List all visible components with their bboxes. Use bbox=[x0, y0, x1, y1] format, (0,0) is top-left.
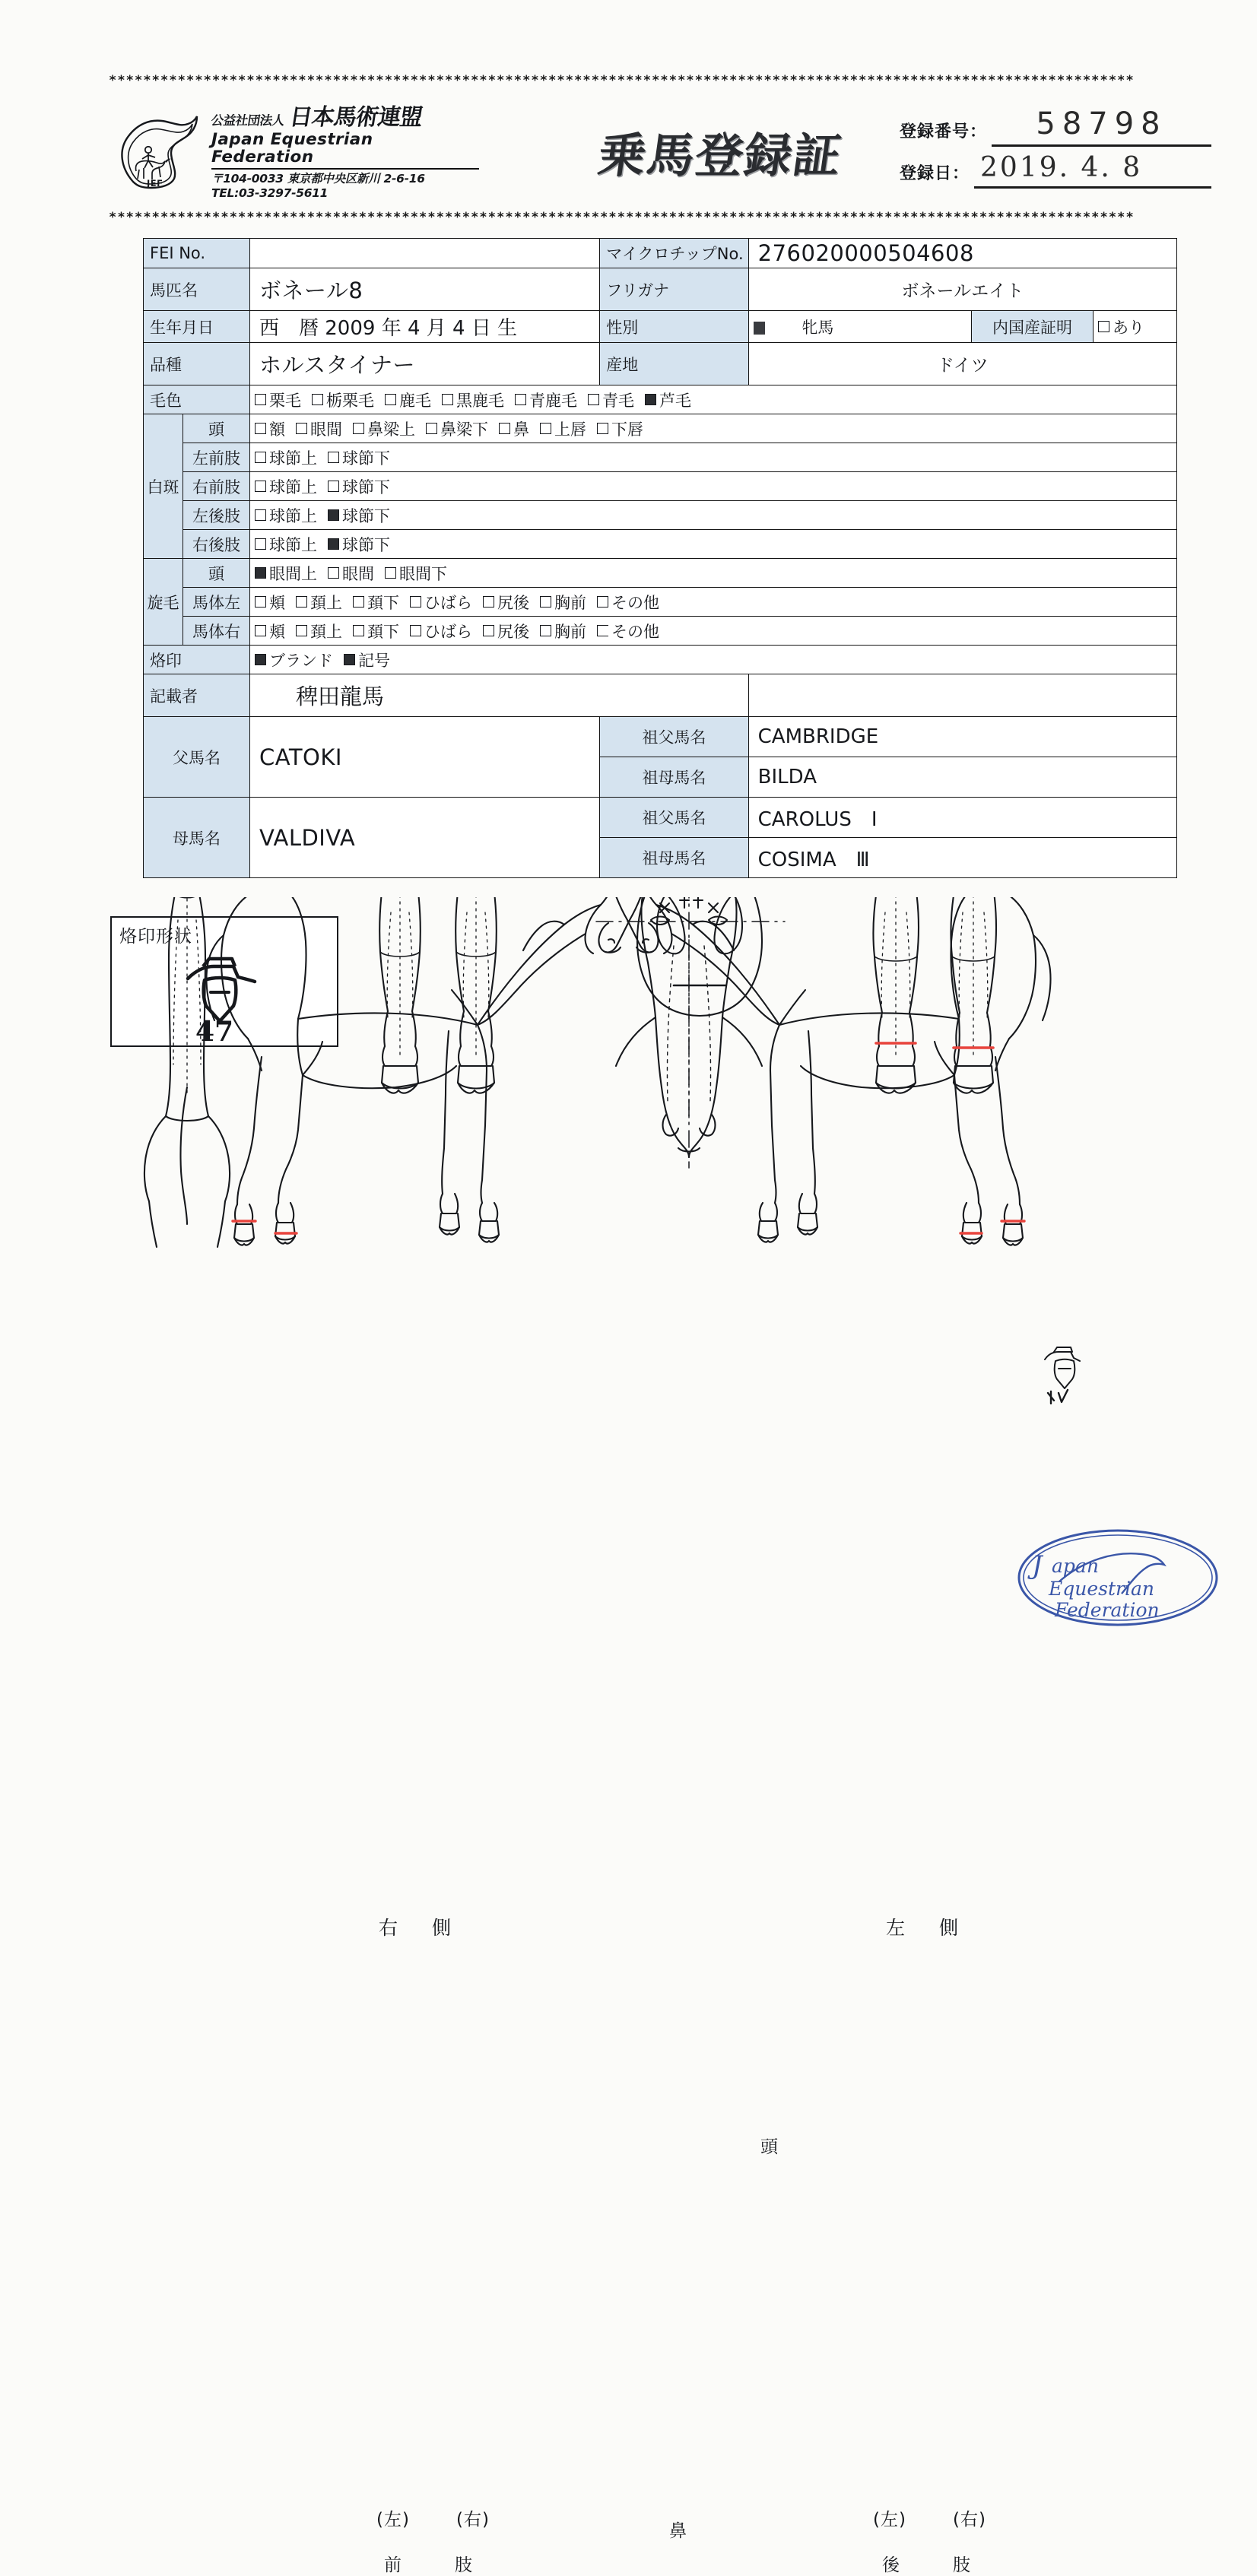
white-right-hind-checkbox-1[interactable] bbox=[328, 538, 339, 550]
white-left-fore-checkbox-1[interactable] bbox=[328, 452, 339, 463]
coat-color-checkbox-5[interactable] bbox=[588, 394, 599, 405]
whorl-body-left-option-3[interactable] bbox=[410, 591, 472, 614]
whorl-body-right-checkbox-5[interactable] bbox=[540, 625, 551, 636]
label-left-side: 左 側 bbox=[886, 1917, 967, 1939]
stamp-line1-text: apan bbox=[1052, 1555, 1099, 1577]
white-left-fore-option-0[interactable] bbox=[255, 446, 317, 469]
label-fore-left: (左) bbox=[376, 2510, 410, 2530]
whorl-head-option-2[interactable] bbox=[385, 562, 447, 585]
domestic-proof-option[interactable] bbox=[1094, 311, 1177, 343]
whorl-body-right-label-2: 頚下 bbox=[367, 622, 399, 641]
dam-sire-value: CAROLUS Ⅰ bbox=[748, 798, 1176, 838]
stamp-line2: Equestrian bbox=[1049, 1578, 1154, 1600]
sex-label: 性別 bbox=[600, 311, 748, 343]
whorl-row-options-2 bbox=[250, 617, 1177, 646]
brand-option-0[interactable] bbox=[255, 649, 333, 671]
whorl-body-left-option-0[interactable] bbox=[255, 591, 285, 614]
furigana-value: ボネールエイト bbox=[748, 268, 1176, 311]
whorl-row-options-0 bbox=[250, 559, 1177, 588]
white-row-label-4: 右後肢 bbox=[183, 530, 250, 559]
white-right-hind-option-1[interactable] bbox=[328, 533, 390, 556]
white-head-label-2: 鼻梁上 bbox=[367, 420, 415, 439]
registration-number-row bbox=[900, 106, 1211, 147]
white-head-label-1: 眼間 bbox=[310, 420, 342, 439]
coat-color-label-1: 栃栗毛 bbox=[326, 391, 374, 410]
white-head-checkbox-2[interactable] bbox=[353, 423, 364, 434]
dam-sire-label: 祖父馬名 bbox=[600, 798, 748, 838]
white-head-checkbox-3[interactable] bbox=[426, 423, 437, 434]
white-head-checkbox-6[interactable] bbox=[597, 423, 608, 434]
brand-shape-title: 烙印形状 bbox=[119, 927, 192, 947]
whorl-body-right-checkbox-4[interactable] bbox=[483, 625, 494, 636]
org-telephone: TEL:03-3297-5611 bbox=[211, 186, 329, 200]
horse-left-side-view bbox=[603, 897, 1051, 1245]
birth-date-value: 西 暦 2009 年 4 月 4 日 生 bbox=[250, 311, 600, 343]
coat-color-label: 毛色 bbox=[144, 385, 250, 414]
registration-number-value: 58798 bbox=[1036, 106, 1167, 141]
origin-value: ドイツ bbox=[748, 343, 1176, 385]
white-left-hind-checkbox-1[interactable] bbox=[328, 509, 339, 521]
whorl-body-left-label-2: 頚下 bbox=[367, 593, 399, 612]
white-right-fore-option-0[interactable] bbox=[255, 475, 317, 498]
coat-color-label-4: 青鹿毛 bbox=[529, 391, 577, 410]
furigana-label: フリガナ bbox=[600, 268, 748, 311]
whorl-label: 旋毛 bbox=[144, 559, 183, 646]
horse-details-table bbox=[143, 238, 1177, 878]
whorl-body-left-label-1: 頚上 bbox=[310, 593, 342, 612]
whorl-body-left-option-5[interactable] bbox=[540, 591, 586, 614]
jef-logo-icon bbox=[116, 109, 202, 192]
sire-label: 父馬名 bbox=[144, 717, 250, 798]
coat-color-checkbox-6[interactable] bbox=[645, 394, 656, 405]
whorl-body-left-label-4: 尻後 bbox=[497, 593, 529, 612]
table-row-white-lf bbox=[144, 443, 1177, 472]
muzzle-front-view bbox=[637, 897, 762, 1016]
whorl-head-label-0: 眼間上 bbox=[269, 564, 317, 583]
white-head-label-0: 額 bbox=[269, 420, 285, 439]
registration-info-block bbox=[900, 106, 1211, 195]
table-row-fei bbox=[144, 239, 1177, 268]
whorl-body-left-label-3: ひばら bbox=[424, 593, 472, 612]
white-row-options-0 bbox=[250, 414, 1177, 443]
sire-dam-value: BILDA bbox=[748, 757, 1176, 798]
whorl-body-right-label-5: 胸前 bbox=[554, 622, 586, 641]
whorl-row-label-0: 頭 bbox=[183, 559, 250, 588]
horse-head-front-view bbox=[596, 897, 785, 1168]
whorl-head-option-0[interactable] bbox=[255, 562, 317, 585]
horse-name-value: ボネール8 bbox=[250, 268, 600, 311]
white-row-label-1: 左前肢 bbox=[183, 443, 250, 472]
dam-dam-label: 祖母馬名 bbox=[600, 838, 748, 878]
white-row-options-3 bbox=[250, 501, 1177, 530]
registration-date-row bbox=[900, 154, 1211, 189]
decorative-star-rule-top: *********************************************************************************************************************** bbox=[109, 75, 1135, 87]
whorl-body-left-checkbox-2[interactable] bbox=[353, 596, 364, 608]
white-head-checkbox-1[interactable] bbox=[296, 423, 307, 434]
sire-dam-label: 祖母馬名 bbox=[600, 757, 748, 798]
whorl-body-left-option-1[interactable] bbox=[296, 591, 342, 614]
coat-color-option-2[interactable] bbox=[385, 389, 431, 411]
brand-option-1[interactable] bbox=[344, 649, 390, 671]
coat-color-checkbox-3[interactable] bbox=[442, 394, 453, 405]
whorl-body-left-checkbox-6[interactable] bbox=[597, 596, 608, 608]
white-left-hind-label-1: 球節下 bbox=[342, 506, 390, 525]
coat-color-label-0: 栗毛 bbox=[269, 391, 301, 410]
dam-label: 母馬名 bbox=[144, 798, 250, 878]
coat-color-option-1[interactable] bbox=[312, 389, 374, 411]
hindlimb-pair-view bbox=[873, 897, 996, 1093]
whorl-body-left-checkbox-4[interactable] bbox=[483, 596, 494, 608]
white-right-hind-checkbox-0[interactable] bbox=[255, 538, 266, 550]
whorl-body-right-option-1[interactable] bbox=[296, 620, 342, 642]
label-fore-limb: 前 肢 bbox=[384, 2555, 478, 2575]
whorl-head-checkbox-1[interactable] bbox=[328, 567, 339, 579]
brand-checkbox-1[interactable] bbox=[344, 654, 355, 665]
whorl-head-label-2: 眼間下 bbox=[399, 564, 447, 583]
white-row-options-1 bbox=[250, 443, 1177, 472]
document-header bbox=[109, 95, 1210, 205]
org-prefix: 公益社団法人 bbox=[210, 113, 286, 128]
coat-color-option-4[interactable] bbox=[515, 389, 577, 411]
white-left-hind-option-0[interactable] bbox=[255, 504, 317, 527]
whorl-body-right-label-6: その他 bbox=[611, 622, 659, 641]
whorl-body-right-checkbox-3[interactable] bbox=[410, 625, 421, 636]
label-fore-right: (右) bbox=[456, 2510, 490, 2530]
white-right-fore-checkbox-0[interactable] bbox=[255, 481, 266, 492]
white-left-fore-checkbox-0[interactable] bbox=[255, 452, 266, 463]
table-row-whorl-head bbox=[144, 559, 1177, 588]
coat-color-options bbox=[250, 385, 1177, 414]
white-left-hind-option-1[interactable] bbox=[328, 504, 390, 527]
registration-date-label: 登録日： bbox=[900, 164, 970, 183]
table-row-white-head bbox=[144, 414, 1177, 443]
horse-name-label: 馬匹名 bbox=[144, 268, 250, 311]
decorative-star-rule-bottom: *********************************************************************************************************************** bbox=[109, 211, 1135, 224]
table-row-dam-sire bbox=[144, 798, 1177, 838]
table-row-white-lh bbox=[144, 501, 1177, 530]
birth-date-label: 生年月日 bbox=[144, 311, 250, 343]
brand-label-1: 記号 bbox=[358, 651, 390, 670]
coat-color-checkbox-2[interactable] bbox=[385, 394, 396, 405]
white-left-fore-label-1: 球節下 bbox=[342, 449, 390, 468]
whorl-body-left-option-4[interactable] bbox=[483, 591, 529, 614]
white-row-label-2: 右前肢 bbox=[183, 472, 250, 501]
white-row-label-3: 左後肢 bbox=[183, 501, 250, 530]
recorder-label: 記載者 bbox=[144, 674, 250, 717]
coat-color-checkbox-0[interactable] bbox=[255, 394, 266, 405]
white-head-option-0[interactable] bbox=[255, 417, 285, 440]
coat-color-option-3[interactable] bbox=[442, 389, 504, 411]
brand-mark-on-horse bbox=[1045, 1347, 1080, 1404]
whorl-head-option-1[interactable] bbox=[328, 562, 374, 585]
white-left-hind-checkbox-0[interactable] bbox=[255, 509, 266, 521]
sex-value-cell bbox=[748, 311, 971, 343]
whorl-body-right-label-1: 頚上 bbox=[310, 622, 342, 641]
table-row-horse-name bbox=[144, 268, 1177, 311]
white-head-label-3: 鼻梁下 bbox=[440, 420, 488, 439]
label-head: 頭 bbox=[760, 2137, 779, 2157]
white-head-checkbox-0[interactable] bbox=[255, 423, 266, 434]
domestic-proof-checkbox[interactable] bbox=[1098, 321, 1109, 332]
coat-color-option-6[interactable] bbox=[645, 389, 691, 411]
organization-block bbox=[211, 106, 485, 201]
coat-color-label-5: 青毛 bbox=[602, 391, 634, 410]
registration-number-field bbox=[992, 106, 1211, 147]
white-head-option-1[interactable] bbox=[296, 417, 342, 440]
white-row-options-2 bbox=[250, 472, 1177, 501]
stamp-line1: J bbox=[1032, 1550, 1043, 1581]
domestic-proof-option-label: あり bbox=[1113, 318, 1144, 337]
whorl-head-checkbox-0[interactable] bbox=[255, 567, 266, 579]
white-row-label-0: 頭 bbox=[183, 414, 250, 443]
sire-sire-value: CAMBRIDGE bbox=[748, 717, 1176, 757]
whorl-body-left-label-6: その他 bbox=[611, 593, 659, 612]
white-left-fore-option-1[interactable] bbox=[328, 446, 390, 469]
sire-sire-label: 祖父馬名 bbox=[600, 717, 748, 757]
white-head-option-3[interactable] bbox=[426, 417, 488, 440]
whorl-head-label-1: 眼間 bbox=[342, 564, 374, 583]
recorder-value: 稗田龍馬 bbox=[250, 674, 749, 717]
recorder-blank bbox=[748, 674, 1176, 717]
org-address: 〒104-0033 東京都中央区新川 2-6-16 bbox=[211, 171, 425, 186]
white-head-checkbox-4[interactable] bbox=[499, 423, 510, 434]
white-right-hind-option-0[interactable] bbox=[255, 533, 317, 556]
microchip-label: マイクロチップNo. bbox=[600, 239, 748, 268]
white-head-checkbox-5[interactable] bbox=[540, 423, 551, 434]
white-right-hind-label-1: 球節下 bbox=[342, 535, 390, 554]
white-right-fore-checkbox-1[interactable] bbox=[328, 481, 339, 492]
whorl-body-right-label-3: ひばら bbox=[424, 622, 472, 641]
whorl-body-right-option-0[interactable] bbox=[255, 620, 285, 642]
fei-no-label: FEI No. bbox=[144, 239, 250, 268]
whorl-body-left-option-6[interactable] bbox=[597, 591, 659, 614]
whorl-body-right-checkbox-6[interactable] bbox=[597, 625, 608, 636]
stamp-line3: Federation bbox=[1055, 1599, 1160, 1621]
coat-color-checkbox-4[interactable] bbox=[515, 394, 526, 405]
white-head-option-4[interactable] bbox=[499, 417, 529, 440]
registration-date-value: 2019. 4. 8 bbox=[980, 152, 1143, 183]
breed-value: ホルスタイナー bbox=[250, 343, 600, 385]
label-hind-right: (右) bbox=[953, 2510, 986, 2530]
white-right-fore-option-1[interactable] bbox=[328, 475, 390, 498]
whorl-body-left-label-0: 頬 bbox=[269, 593, 285, 612]
breed-label: 品種 bbox=[144, 343, 250, 385]
whorl-body-left-checkbox-0[interactable] bbox=[255, 596, 266, 608]
sex-value: 牝馬 bbox=[801, 318, 834, 337]
table-row-brand bbox=[144, 646, 1177, 674]
jef-official-stamp bbox=[1015, 1521, 1220, 1635]
coat-color-label-3: 黒鹿毛 bbox=[456, 391, 504, 410]
dam-value: VALDIVA bbox=[250, 798, 600, 878]
white-right-hind-label-0: 球節上 bbox=[269, 535, 317, 554]
coat-color-label-6: 芦毛 bbox=[659, 391, 691, 410]
sex-checked-marker bbox=[754, 322, 765, 335]
registration-date-field bbox=[974, 154, 1211, 189]
white-head-label-4: 鼻 bbox=[513, 420, 529, 439]
coat-color-checkbox-1[interactable] bbox=[312, 394, 323, 405]
white-head-option-2[interactable] bbox=[353, 417, 415, 440]
org-name-en: Japan Equestrian Federation bbox=[211, 131, 479, 170]
whorl-body-left-checkbox-1[interactable] bbox=[296, 596, 307, 608]
brand-number-text: 47 bbox=[195, 1016, 234, 1044]
whorl-body-right-checkbox-1[interactable] bbox=[296, 625, 307, 636]
label-hind-limb: 後 肢 bbox=[882, 2555, 976, 2575]
label-right-side: 右 側 bbox=[379, 1917, 459, 1939]
dam-dam-value: COSIMA Ⅲ bbox=[748, 838, 1176, 878]
table-row-sire-sire bbox=[144, 717, 1177, 757]
brand-label: 烙印 bbox=[144, 646, 250, 674]
white-markings-label: 白斑 bbox=[144, 414, 183, 559]
white-right-fore-label-1: 球節下 bbox=[342, 477, 390, 496]
table-row-coat-color bbox=[144, 385, 1177, 414]
white-left-hind-label-0: 球節上 bbox=[269, 506, 317, 525]
table-row-whorl-right bbox=[144, 617, 1177, 646]
document-title: 乗馬登録証 bbox=[595, 128, 846, 183]
whorl-row-label-2: 馬体右 bbox=[183, 617, 250, 646]
org-name-jp: 日本馬術連盟 bbox=[287, 104, 424, 131]
whorl-body-right-option-4[interactable] bbox=[483, 620, 529, 642]
whorl-body-left-checkbox-3[interactable] bbox=[410, 596, 421, 608]
brand-label-0: ブランド bbox=[269, 651, 333, 670]
label-nose: 鼻 bbox=[669, 2521, 687, 2541]
horse-tail-rear-view bbox=[144, 897, 230, 1247]
whorl-row-label-1: 馬体左 bbox=[183, 588, 250, 617]
brand-checkbox-0[interactable] bbox=[255, 654, 266, 665]
table-row-whorl-left bbox=[144, 588, 1177, 617]
table-row-white-rh bbox=[144, 530, 1177, 559]
label-hind-left: (左) bbox=[873, 2510, 906, 2530]
white-head-label-6: 下唇 bbox=[611, 420, 643, 439]
table-row-birth-sex bbox=[144, 311, 1177, 343]
microchip-value: 276020000504608 bbox=[748, 239, 1176, 268]
sire-value: CATOKI bbox=[250, 717, 600, 798]
table-row-breed-origin bbox=[144, 343, 1177, 385]
whorl-body-right-checkbox-2[interactable] bbox=[353, 625, 364, 636]
forelimb-pair-view bbox=[379, 897, 497, 1093]
fei-no-value bbox=[250, 239, 600, 268]
table-row-white-rf bbox=[144, 472, 1177, 501]
whorl-body-right-option-5[interactable] bbox=[540, 620, 586, 642]
whorl-body-right-option-3[interactable] bbox=[410, 620, 472, 642]
white-left-fore-label-0: 球節上 bbox=[269, 449, 317, 468]
horse-right-side-view bbox=[206, 897, 654, 1245]
whorl-body-right-checkbox-0[interactable] bbox=[255, 625, 266, 636]
domestic-proof-label: 内国産証明 bbox=[972, 311, 1094, 343]
origin-label: 産地 bbox=[600, 343, 748, 385]
white-head-option-5[interactable] bbox=[540, 417, 586, 440]
whorl-body-right-label-0: 頬 bbox=[269, 622, 285, 641]
white-right-fore-label-0: 球節上 bbox=[269, 477, 317, 496]
coat-color-option-5[interactable] bbox=[588, 389, 634, 411]
coat-color-label-2: 鹿毛 bbox=[399, 391, 431, 410]
whorl-body-right-option-2[interactable] bbox=[353, 620, 399, 642]
whorl-body-left-label-5: 胸前 bbox=[554, 593, 586, 612]
whorl-row-options-1 bbox=[250, 588, 1177, 617]
white-head-option-6[interactable] bbox=[597, 417, 643, 440]
jef-logo-text: JEF bbox=[147, 178, 163, 189]
coat-color-option-0[interactable] bbox=[255, 389, 301, 411]
whorl-head-checkbox-2[interactable] bbox=[385, 567, 396, 579]
whorl-body-right-option-6[interactable] bbox=[597, 620, 659, 642]
white-head-label-5: 上唇 bbox=[554, 420, 586, 439]
table-row-recorder bbox=[144, 674, 1177, 717]
registration-number-label: 登録番号： bbox=[900, 122, 988, 141]
whorl-body-left-checkbox-5[interactable] bbox=[540, 596, 551, 608]
whorl-body-left-option-2[interactable] bbox=[353, 591, 399, 614]
whorl-body-right-label-4: 尻後 bbox=[497, 622, 529, 641]
white-row-options-4 bbox=[250, 530, 1177, 559]
brand-options bbox=[250, 646, 1177, 674]
